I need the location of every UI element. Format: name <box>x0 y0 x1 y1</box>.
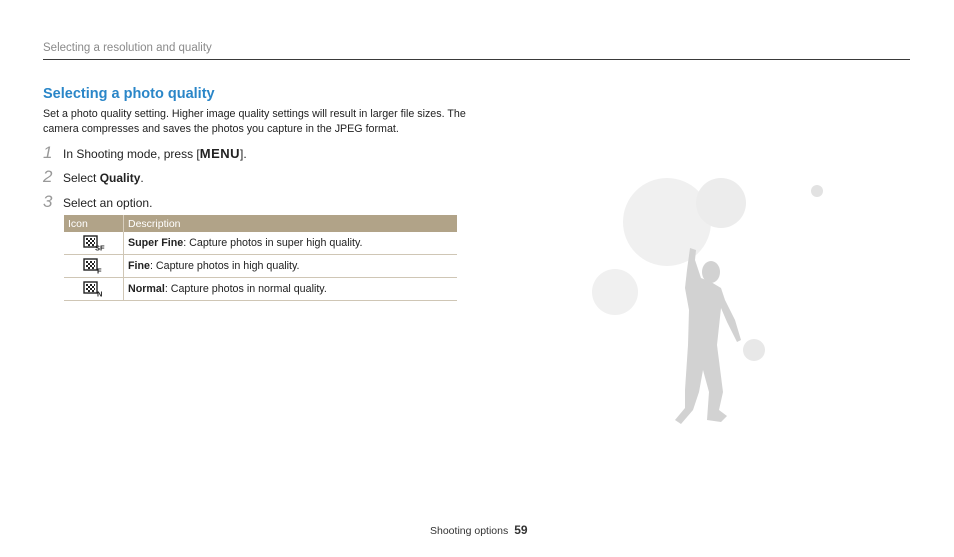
bubble-medium <box>696 178 746 228</box>
boy-silhouette <box>675 248 741 424</box>
boy-pointing-at-bubbles-illustration <box>585 170 835 430</box>
step-1 <box>43 143 247 163</box>
column-header-icon: Icon <box>64 215 124 232</box>
step-text-end: ]. <box>240 147 247 161</box>
footer-section: Shooting options <box>430 525 509 537</box>
intro-paragraph: Set a photo quality setting. Higher image quality settings will result in larger file sizes. The camera compresses and saves the photos you capture in the JPEG format. <box>43 108 466 135</box>
page-footer <box>430 523 528 537</box>
step-2 <box>43 167 144 187</box>
step-number: 2 <box>43 167 53 186</box>
bubble-large <box>623 178 711 266</box>
super-fine-quality-icon <box>83 235 105 251</box>
step-text: In Shooting mode, press [ <box>63 147 200 161</box>
bubble-tiny <box>811 185 823 197</box>
svg-text:SF: SF <box>94 243 105 251</box>
option-name: Fine <box>128 260 150 272</box>
step-text-end: . <box>140 171 144 185</box>
section-title: Selecting a photo quality <box>43 86 215 102</box>
menu-key-label: MENU <box>199 146 241 161</box>
step-text: Select an option. <box>63 196 153 210</box>
quality-option-label: Quality <box>99 171 141 185</box>
option-description: : Capture photos in super high quality. <box>183 237 363 249</box>
svg-text:N: N <box>96 289 102 297</box>
step-number: 1 <box>43 143 53 162</box>
page-number: 59 <box>514 523 528 537</box>
svg-text:F: F <box>96 266 102 274</box>
normal-quality-icon <box>83 281 105 297</box>
header-divider <box>43 59 910 60</box>
option-description: : Capture photos in high quality. <box>149 260 300 272</box>
option-name: Super Fine <box>128 237 184 249</box>
table-row <box>64 278 457 301</box>
table-row <box>64 255 457 278</box>
fine-quality-icon <box>83 258 105 274</box>
running-header: Selecting a resolution and quality <box>43 42 212 54</box>
step-3 <box>43 192 152 212</box>
bubble-left <box>592 269 638 315</box>
step-number: 3 <box>43 192 53 211</box>
table-row <box>64 232 457 255</box>
column-header-description: Description <box>124 215 458 232</box>
step-text: Select <box>63 171 100 185</box>
bubble-small <box>743 339 765 361</box>
option-name: Normal <box>128 283 165 295</box>
option-description: : Capture photos in normal quality. <box>164 283 327 295</box>
quality-options-table <box>64 215 457 301</box>
